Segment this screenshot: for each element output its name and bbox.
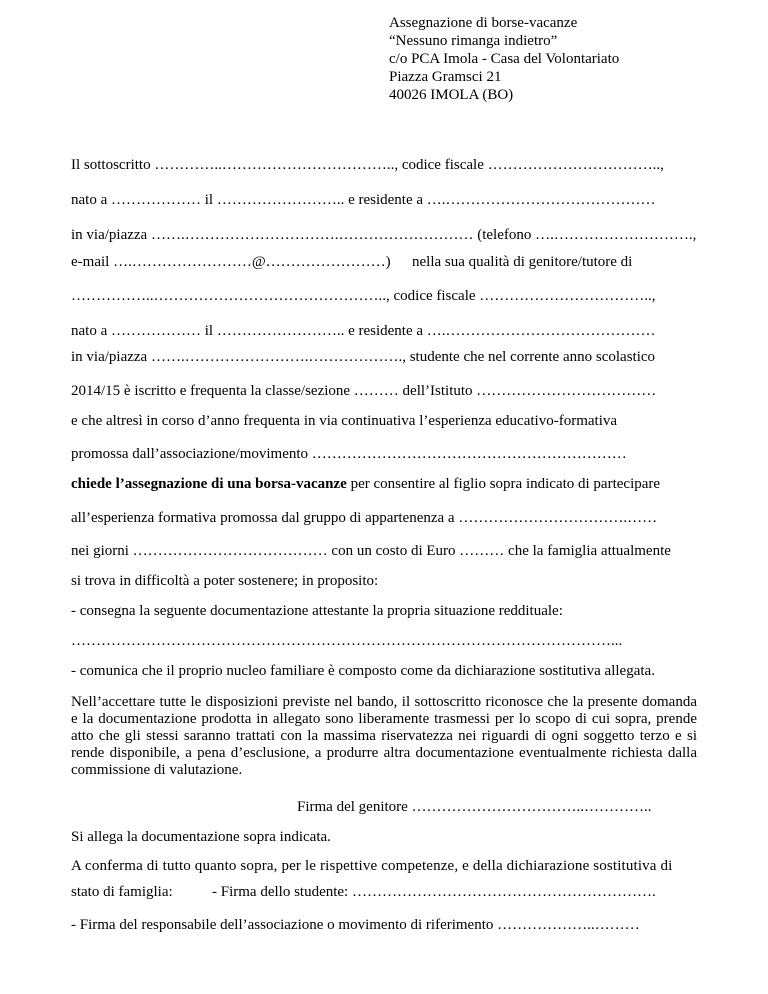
line-via-2: in via/piazza …….…………………….………………., studente che nel corrente anno scolastico [71, 349, 656, 365]
line-dots: ………………………………………………………………………………………………... [71, 633, 623, 649]
recipient-line-3: c/o PCA Imola - Casa del Volontariato [389, 51, 620, 67]
line-conferma: A conferma di tutto quanto sopra, per le rispettive competenze, e della dichiarazione sostitutiva di [71, 858, 673, 874]
line-stato: stato di famiglia: [71, 884, 173, 900]
line-giorni: nei giorni ………………………………… con un costo di Euro ……… che la famiglia attualmente [71, 543, 671, 559]
recipient-line-1: Assegnazione di borse-vacanze [389, 15, 578, 31]
recipient-line-2: “Nessuno rimanga indietro” [389, 33, 558, 49]
line-nato-2: nato a ……………… il …………………….. e residente a ….…………………………………… [71, 323, 656, 339]
line-difficolta: si trova in difficoltà a poter sostenere; in proposito: [71, 573, 379, 589]
line-chiede [71, 475, 660, 493]
line-figlio: ……………..……………………………………….., codice fiscale …………………………….., [71, 288, 656, 304]
recipient-line-5: 40026 IMOLA (BO) [389, 87, 514, 103]
firma-genitore: Firma del genitore ……………………………..………….. [297, 799, 652, 815]
line-associazione: promossa dall’associazione/movimento ……………………………………………………… [71, 446, 627, 462]
recipient-address [389, 14, 619, 104]
line-qualita: nella sua qualità di genitore/tutore di [412, 254, 633, 270]
line-nato-1: nato a ……………… il …………………….. e residente a ….…………………………………… [71, 192, 656, 208]
paragraph-accettare: Nell’accettare tutte le disposizioni previste nel bando, il sottoscritto riconosce che la presente domanda e la documentazione prodotta in allegato sono liberamente trasmessi per lo scopo di cui sopra, prende atto che gli stessi saranno trattati con la massima riservatezza nei riguardi di ogni soggetto terzo e si rende disponibile, a pena d’esclusione, a produrre altra documentazione eventualmente richiesta dalla commissione di valutazione. [71, 694, 697, 778]
line-comunica: - comunica che il proprio nucleo familiare è composto come da dichiarazione sostitutiva allegata. [71, 663, 655, 679]
firma-responsabile: - Firma del responsabile dell’associazione o movimento di riferimento ………………..……… [71, 917, 640, 933]
line-allega: Si allega la documentazione sopra indicata. [71, 829, 331, 845]
line-consegna: - consegna la seguente documentazione attestante la propria situazione reddituale: [71, 603, 563, 619]
recipient-line-4: Piazza Gramsci 21 [389, 69, 502, 85]
line-esperienza: e che altresì in corso d’anno frequenta in via continuativa l’esperienza educativo-formativa [71, 413, 618, 429]
chiede-bold: chiede l’assegnazione di una borsa-vacanze [71, 476, 347, 492]
line-sottoscritto: Il sottoscritto …………..…………………………….., codice fiscale …………………………….., [71, 157, 664, 173]
line-gruppo: all’esperienza formativa promossa dal gruppo di appartenenza a …………………………….…… [71, 510, 658, 526]
line-classe: 2014/15 è iscritto e frequenta la classe/sezione ……… dell’Istituto ……………………………… [71, 383, 657, 399]
line-email: e-mail ….……………………@……………………) [71, 254, 391, 270]
chiede-rest: per consentire al figlio sopra indicato di partecipare [346, 476, 661, 492]
line-via-1: in via/piazza …….………………………….……………………… (telefono ….………………………., [71, 227, 697, 243]
firma-studente: - Firma dello studente: ……………………………………………………. [212, 884, 656, 900]
